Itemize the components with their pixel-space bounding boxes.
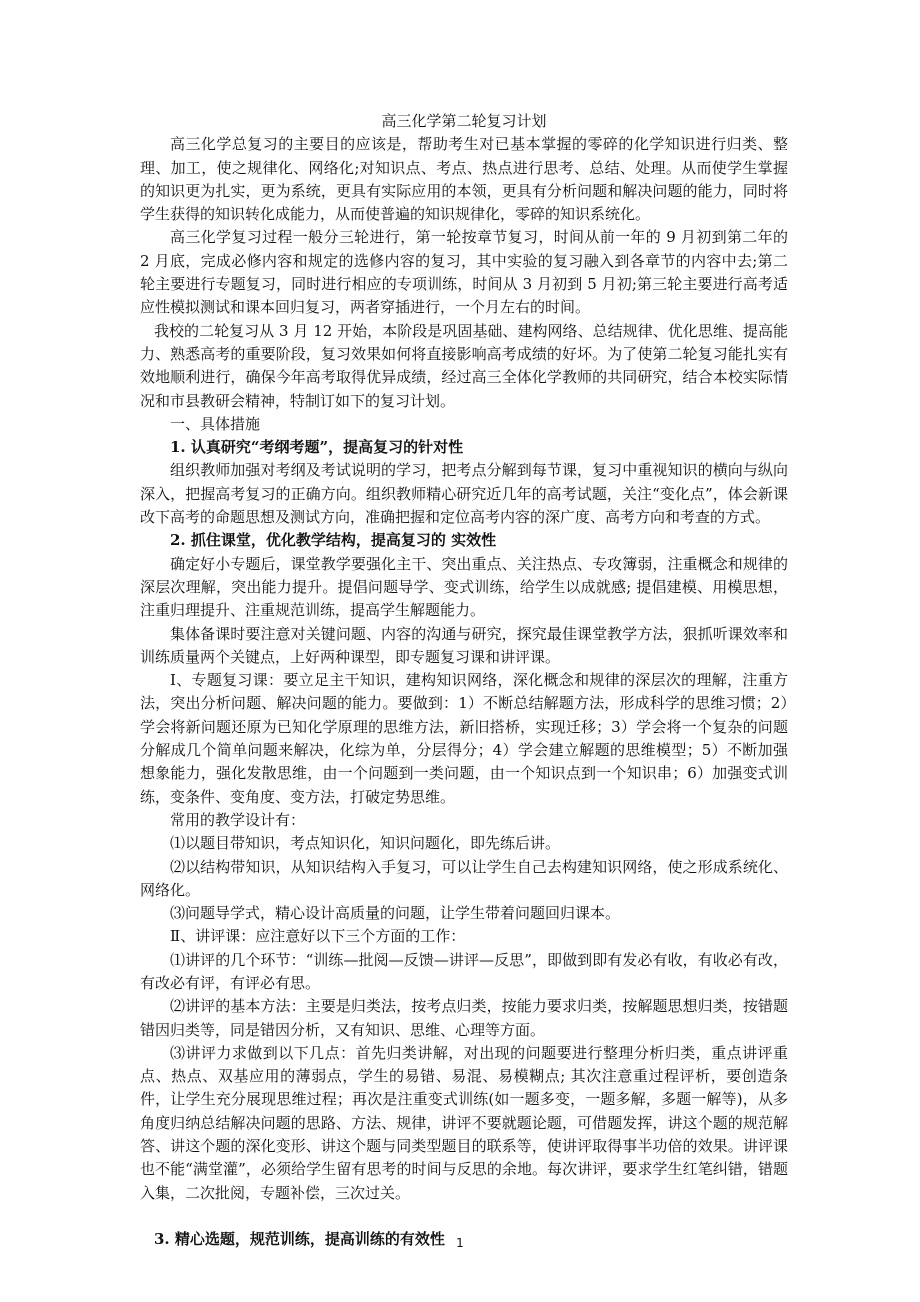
document-title: 高三化学第二轮复习计划 bbox=[381, 112, 547, 130]
list-item-review-2: ⑵讲评的基本方法：主要是归类法，按考点归类，按能力要求归类，按解题思想归类，按错题错因归类等，同是错因分析，又有知识、思维、心理等方面。 bbox=[140, 997, 788, 1039]
list-item-review-3: ⑶讲评力求做到以下几点：首先归类讲解，对出现的问题要进行整理分析归类，重点讲评重点、热点、双基应用的薄弱点，学生的易错、易混、易模糊点; 其次注意重过程评析，要创造条件，让学生充分展现思维过程；再次是注重变式训练(如一题多变，一题多解，多题一解等)，从多角度归纳总结解决问题的思路、方法、规律，讲评不要就题论题，可借题发挥，讲这个题的规范解答、讲这个题的深化变形、讲这个题与同类型题目的联系等，使讲评取得事半功倍的效果。讲评课也不能“满堂灌”，必须给学生留有思考的时间与反思的余地。每次讲评，要求学生红笔纠错，错题入集，二次批阅，专题补偿，三次过关。 bbox=[140, 1043, 788, 1202]
blank-line bbox=[140, 1205, 788, 1228]
paragraph-designs-intro: 常用的教学设计有： bbox=[170, 810, 306, 829]
section-heading-measures: 一、具体措施 bbox=[170, 414, 261, 433]
subheading-2: 2. 抓住课堂，优化教学结构，提高复习的 实效性 bbox=[170, 531, 497, 550]
subheading-3: 3. 精心选题，规范训练，提高训练的有效性 bbox=[154, 1229, 445, 1248]
page-number: 1 bbox=[456, 1236, 464, 1250]
paragraph-review-stages: 高三化学复习过程一般分三轮进行，第一轮按章节复习，时间从前一年的 9 月初到第二年的 2 月底，完成必修内容和规定的选修内容的复习，其中实验的复习融入到各章节的内容中去;第二轮主要进行专题复习，同时进行相应的专项训练，时间从 3 月初到 5 月初;第三轮主要进行高考适应性模拟测试和课本回归复习，两者穿插进行，一个月左右的时间。 bbox=[140, 228, 788, 317]
list-item-design-3: ⑶问题导学式，精心设计高质量的问题，让学生带着问题回归课本。 bbox=[170, 904, 621, 923]
document-body bbox=[140, 110, 788, 1251]
list-item-design-2: ⑵以结构带知识，从知识结构入手复习，可以让学生自己去构建知识网络，使之形成系统化、网络化。 bbox=[140, 857, 788, 899]
list-item-design-1: ⑴以题目带知识，考点知识化，知识问题化，即先练后讲。 bbox=[170, 834, 561, 853]
paragraph-2-body: 确定好小专题后，课堂教学要强化主干、突出重点、关注热点、专攻簿弱，注重概念和规律的深层次理解，突出能力提升。提倡问题导学、变式训练，给学生以成就感; 提倡建模、用模思想，注重归理提升、注重规范训练，提高学生解题能力。 bbox=[140, 554, 788, 620]
paragraph-topic-review: Ⅰ、专题复习课：要立足主干知识，建构知识网络，深化概念和规律的深层次的理解，注重方法，突出分析问题、解决问题的能力。要做到：1）不断总结解题方法，形成科学的思维习惯；2）学会将新问题还原为已知化学原理的思维方法，新旧搭桥，实现迁移；3）学会将一个复杂的问题分解成几个简单问题来解决，化综为单，分层得分；4）学会建立解题的思维模型；5）不断加强想象能力，强化发散思维，由一个问题到一类问题，由一个知识点到一个知识串；6）加强变式训练，变条件、变角度、变方法，打破定势思维。 bbox=[140, 671, 788, 806]
paragraph-school-plan: 我校的二轮复习从 3 月 12 开始，本阶段是巩固基础、建构网络、总结规律、优化思维、提高能力、熟悉高考的重要阶段，复习效果如何将直接影响高考成绩的好坏。为了使第二轮复习能扎实有效地顺利进行，确保今年高考取得优异成绩，经过高三全体化学教师的共同研究，结合本校实际情况和市县教研会精神，特制订如下的复习计划。 bbox=[140, 321, 788, 410]
paragraph-1-body: 组织教师加强对考纲及考试说明的学习，把考点分解到每节课，复习中重视知识的横向与纵向深入，把握高考复习的正确方向。组织教师精心研究近几年的高考试题，关注“变化点”，体会新课改下高考的命题思想及测试方向，准确把握和定位高考内容的深广度、高考方向和考查的方式。 bbox=[140, 461, 788, 527]
list-item-review-1: ⑴讲评的几个环节：“训练—批阅—反馈—讲评—反思”，即做到即有发必有收，有收必有改，有改必有评，有评必有思。 bbox=[140, 950, 788, 992]
paragraph-intro: 高三化学总复习的主要目的应该是，帮助考生对已基本掌握的零碎的化学知识进行归类、整理、加工，使之规律化、网络化;对知识点、考点、热点进行思考、总结、处理。从而使学生掌握的知识更为扎实，更为系统，更具有实际应用的本领，更具有分析问题和解决问题的能力，同时将学生获得的知识转化成能力，从而使普遍的知识规律化，零碎的知识系统化。 bbox=[140, 135, 788, 224]
paragraph-review-lesson: Ⅱ、讲评课：应注意好以下三个方面的工作： bbox=[170, 927, 466, 946]
subheading-1: 1. 认真研究“考纲考题”，提高复习的针对性 bbox=[170, 438, 464, 457]
paragraph-2-collective: 集体备课时要注意对关键问题、内容的沟通与研究，探究最佳课堂教学方法，狠抓听课效率和训练质量两个关键点，上好两种课型，即专题复习课和讲评课。 bbox=[140, 624, 788, 666]
